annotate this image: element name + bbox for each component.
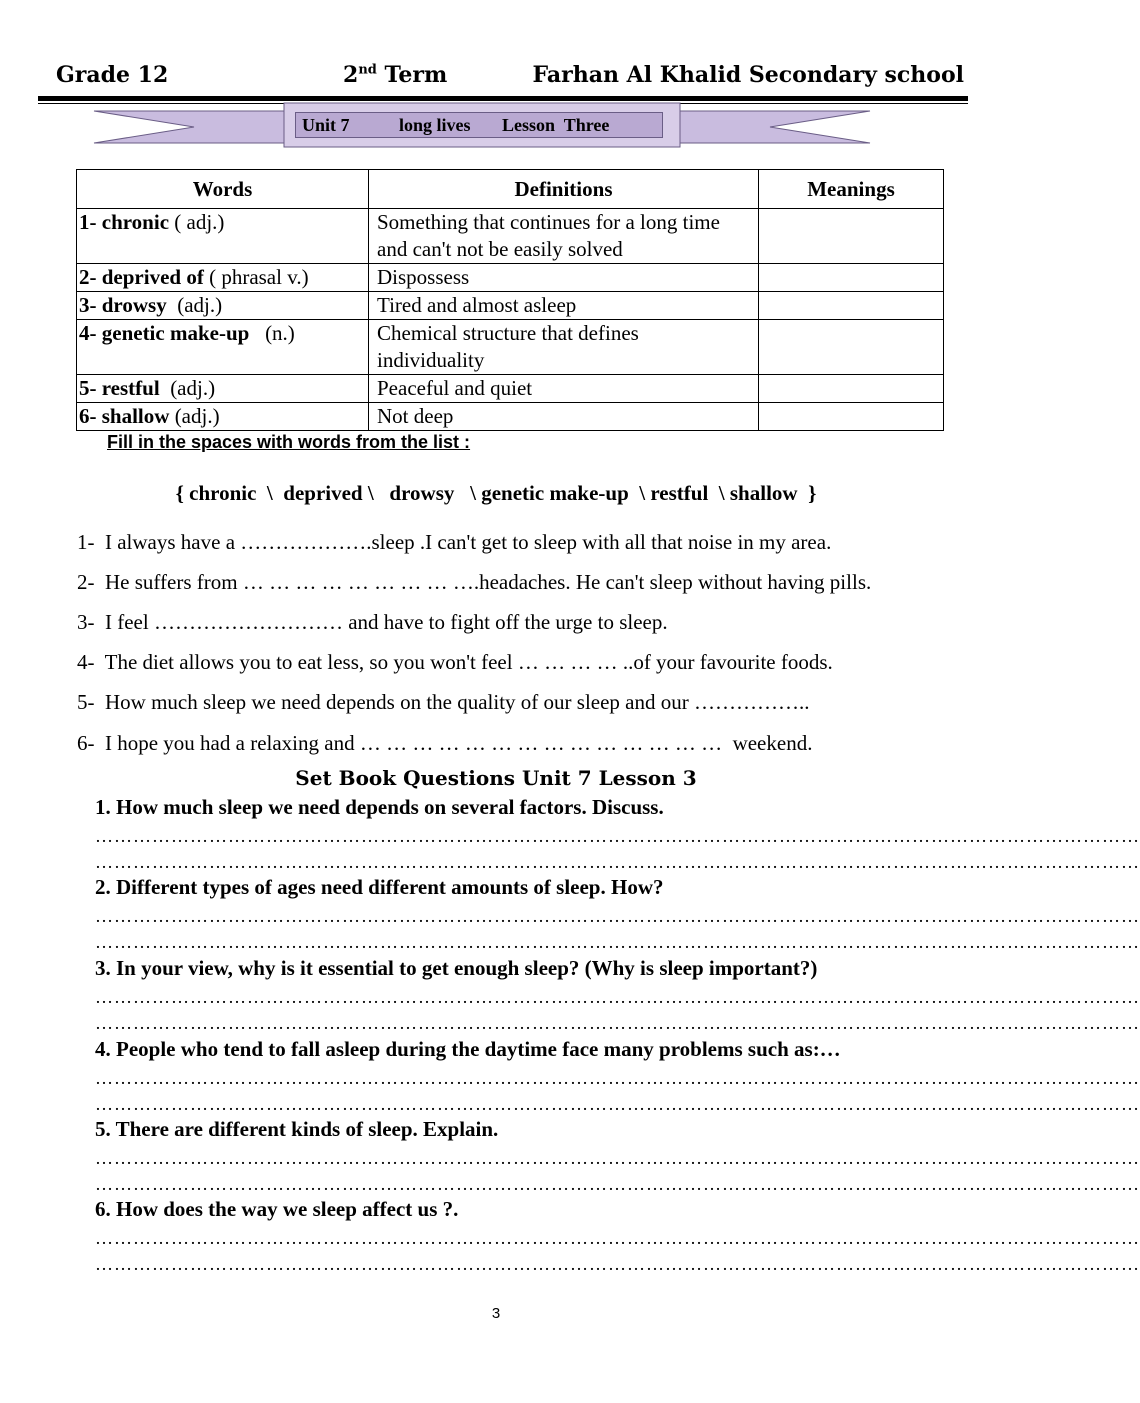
fill-sentence: 1- I always have a ……………….sleep .I can't get to sleep with all that noise in my area. (77, 530, 832, 554)
table-row (77, 209, 944, 264)
term-number: 2 (343, 62, 359, 88)
word-cell (77, 403, 369, 431)
table-row (77, 292, 944, 320)
definition-cell: Peaceful and quiet (369, 375, 759, 403)
word-pos: (adj.) (169, 404, 220, 428)
answer-line[interactable]: ………………………………………………………………………………………………………………………………………………… (95, 987, 1140, 1007)
meaning-cell[interactable] (759, 209, 944, 264)
col-header-meanings: Meanings (759, 170, 944, 209)
lesson-banner (295, 112, 663, 138)
grade-label: Grade 12 (56, 62, 169, 88)
answer-line[interactable]: ………………………………………………………………………………………………………………………………………………… (95, 1013, 1140, 1033)
question: 1. How much sleep we need depends on several factors. Discuss. (95, 795, 664, 819)
question: 4. People who tend to fall asleep during the daytime face many problems such as:… (95, 1037, 841, 1061)
term-suffix: nd (358, 62, 377, 78)
word-term: 3- drowsy (79, 293, 167, 317)
definition-cell: Not deep (369, 403, 759, 431)
definition-cell: Something that continues for a long time and can't not be easily solved (369, 209, 759, 264)
question: 3. In your view, why is it essential to get enough sleep? (Why is sleep important?) (95, 956, 818, 980)
page-number: 3 (491, 1305, 501, 1322)
term-word: Term (384, 62, 448, 88)
fill-sentence: 3- I feel ……………………… and have to fight off the urge to sleep. (77, 610, 668, 634)
question: 2. Different types of ages need different amounts of sleep. How? (95, 875, 664, 899)
meaning-cell[interactable] (759, 320, 944, 375)
answer-line[interactable]: ………………………………………………………………………………………………………………………………………………… (95, 826, 1140, 846)
fill-sentence: 4- The diet allows you to eat less, so you won't feel … … … … ..of your favourite foods. (77, 650, 833, 674)
question: 5. There are different kinds of sleep. Explain. (95, 1117, 499, 1141)
word-pos: ( phrasal v.) (203, 265, 309, 289)
answer-line[interactable]: ………………………………………………………………………………………………………………………………………………… (95, 1148, 1140, 1168)
word-pos: (adj.) (159, 376, 216, 400)
word-term: 5- restful (79, 376, 160, 400)
table-row (77, 320, 944, 375)
col-header-words: Words (77, 170, 369, 209)
answer-line[interactable]: ………………………………………………………………………………………………………………………………………………… (95, 932, 1140, 952)
word-cell (77, 320, 369, 375)
meaning-cell[interactable] (759, 292, 944, 320)
word-cell (77, 209, 369, 264)
answer-line[interactable]: ………………………………………………………………………………………………………………………………………………… (95, 1174, 1140, 1194)
word-cell (77, 375, 369, 403)
answer-line[interactable]: ………………………………………………………………………………………………………………………………………………… (95, 1094, 1140, 1114)
meaning-cell[interactable] (759, 403, 944, 431)
banner-unit: Unit 7 (302, 115, 350, 135)
table-row (77, 403, 944, 431)
word-cell (77, 292, 369, 320)
definition-cell: Chemical structure that defines individuality (369, 320, 759, 375)
word-pos: (n.) (249, 321, 295, 345)
fill-in-instruction: Fill in the spaces with words from the list : (107, 432, 471, 452)
word-cell (77, 264, 369, 292)
meaning-cell[interactable] (759, 264, 944, 292)
answer-line[interactable]: ………………………………………………………………………………………………………………………………………………… (95, 1254, 1140, 1274)
col-header-definitions: Definitions (369, 170, 759, 209)
fill-sentence: 2- He suffers from … … … … … … … … ….headaches. He can't sleep without having pills. (77, 570, 872, 594)
question: 6. How does the way we sleep affect us ?. (95, 1197, 459, 1221)
fill-sentence: 5- How much sleep we need depends on the quality of our sleep and our …………….. (77, 690, 810, 714)
table-header-row (77, 170, 944, 209)
header-rule (38, 96, 968, 101)
banner-lesson: Lesson Three (502, 115, 610, 135)
word-pos: (adj.) (166, 293, 223, 317)
table-row (77, 264, 944, 292)
set-book-title: Set Book Questions Unit 7 Lesson 3 (295, 766, 697, 790)
school-name: Farhan Al Khalid Secondary school (532, 62, 964, 88)
word-term: 1- chronic (79, 210, 170, 234)
answer-line[interactable]: ………………………………………………………………………………………………………………………………………………… (95, 906, 1140, 926)
definition-cell: Dispossess (369, 264, 759, 292)
answer-line[interactable]: ………………………………………………………………………………………………………………………………………………… (95, 1068, 1140, 1088)
definition-cell: Tired and almost asleep (369, 292, 759, 320)
vocabulary-table (76, 169, 944, 431)
word-term: 6- shallow (79, 404, 170, 428)
term-label (343, 62, 447, 88)
word-pos: ( adj.) (169, 210, 225, 234)
word-term: 4- genetic make-up (79, 321, 250, 345)
answer-line[interactable]: ………………………………………………………………………………………………………………………………………………… (95, 852, 1140, 872)
answer-line[interactable]: ………………………………………………………………………………………………………………………………………………… (95, 1228, 1140, 1248)
word-list: { chronic \ deprived \ drowsy \ genetic make-up \ restful \ shallow } (175, 481, 817, 505)
fill-sentence: 6- I hope you had a relaxing and … … … … … … … … … … … … … … weekend. (77, 731, 813, 755)
meaning-cell[interactable] (759, 375, 944, 403)
banner-title: long lives (399, 115, 471, 135)
table-row (77, 375, 944, 403)
word-term: 2- deprived of (79, 265, 204, 289)
